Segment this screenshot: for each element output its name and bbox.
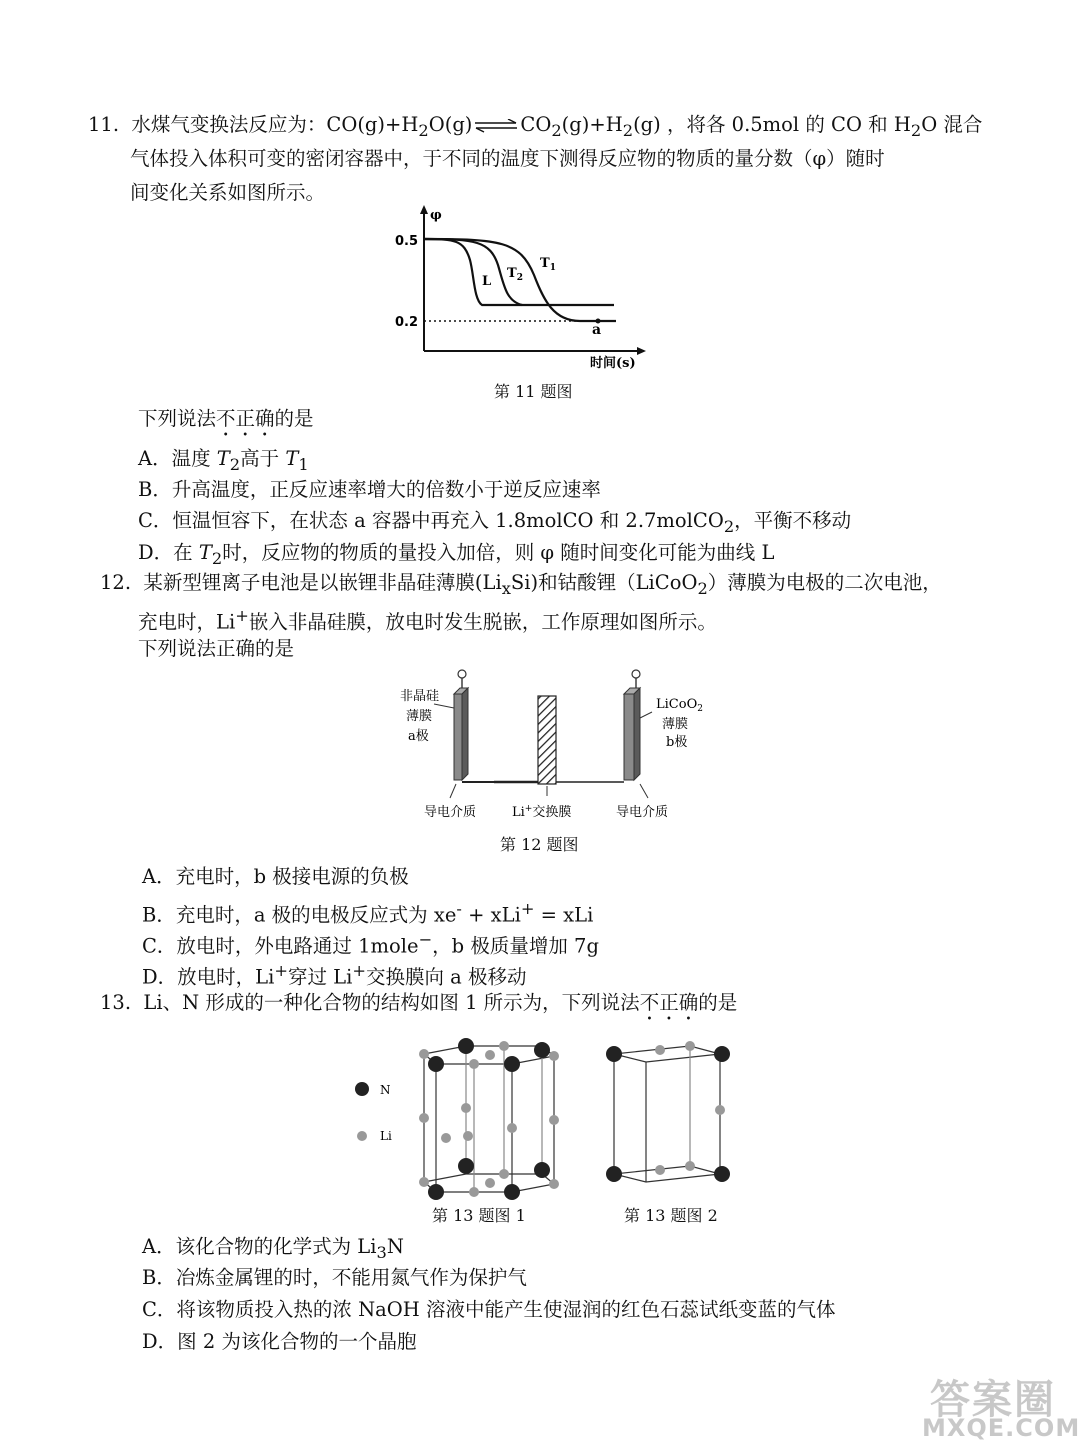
q13-line-1: 13. Li、N 形成的一种化合物的结构如图 1 所示为，下列说法不正确的是	[100, 991, 738, 1014]
terminal-b-icon	[632, 670, 640, 678]
svg-text:Li+交换膜: Li+交换膜	[512, 804, 572, 820]
legend-N-atom-icon	[355, 1082, 369, 1096]
watermark-logo: 答案圈	[930, 1377, 1056, 1423]
svg-text:薄膜: 薄膜	[662, 717, 689, 732]
q11-graph	[390, 205, 670, 375]
q13-option-d: D．图 2 为该化合物的一个晶胞	[142, 1330, 417, 1353]
q13-caption-2: 第 13 题图 2	[624, 1206, 718, 1225]
q12-option-a: A．充电时，b 极接电源的负极	[142, 865, 409, 888]
li-exchange-membrane	[538, 696, 556, 784]
tick-label-0.2: 0.2	[395, 315, 419, 330]
figure-1-atoms	[419, 1038, 559, 1200]
q11-option-a: A．温度 $T_2$高于 $T_1$	[138, 447, 309, 474]
q13-option-c: C．将该物质投入热的浓 NaOH 溶液中能产生使湿润的红色石蕊试纸变蓝的气体	[142, 1298, 836, 1321]
emphasis-not-correct: 不正确	[639, 991, 699, 1014]
q11-caption: 第 11 题图	[494, 382, 573, 401]
emphasis-not-correct: 不正确	[216, 407, 275, 430]
q12-option-b: B．充电时，a 极的电极反应式为 xe- + xLi+ = xLi	[142, 899, 594, 927]
curve-T2-label: $T_2$	[507, 266, 523, 283]
watermark-url: MXQE.COM	[922, 1414, 1080, 1442]
x-axis-label: 时间(s)	[590, 356, 636, 371]
equilibrium-arrow-icon	[474, 119, 518, 133]
svg-text:薄膜: 薄膜	[406, 709, 433, 724]
question-number: 12.	[100, 571, 132, 594]
q11-option-b: B．升高温度，正反应速率增大的倍数小于逆反应速率	[138, 478, 601, 501]
q11-line-3: 间变化关系如图所示。	[130, 181, 326, 204]
svg-text:非晶硅: 非晶硅	[400, 689, 440, 704]
tick-label-0.5: 0.5	[395, 234, 419, 249]
svg-text:N: N	[380, 1083, 391, 1097]
figure-2-unit-cell	[614, 1046, 720, 1182]
electrode-a	[454, 694, 462, 780]
svg-text:导电介质: 导电介质	[616, 805, 669, 820]
curve-L-label: L	[482, 274, 492, 289]
q11-prompt: 下列说法不正确的是	[138, 407, 314, 430]
terminal-a-icon	[458, 670, 466, 678]
figure-2-atoms	[606, 1041, 730, 1182]
question-number: 13.	[100, 991, 132, 1014]
q13-option-a: A．该化合物的化学式为 $Li_3N$	[142, 1235, 404, 1262]
svg-text:LiCoO2: LiCoO$_2$	[656, 697, 703, 714]
q12-line-3: 下列说法正确的是	[138, 637, 295, 660]
q12-option-d: D．放电时，Li+穿过 Li+交换膜向 a 极移动	[142, 961, 527, 989]
point-a-label: a	[592, 322, 602, 338]
curve-T1-label: $T_1$	[540, 256, 556, 273]
svg-text:导电介质: 导电介质	[424, 805, 477, 820]
q11-line-1: 11. 水煤气变换法反应为：$CO(g)+H_2O(g)$ $CO_2(g)+H_2(g)$ ，将各 0.5mol 的 CO 和 $H_2O$ 混合	[88, 113, 983, 140]
q12-line-1: 12. 某新型锂离子电池是以嵌锂非晶硅薄膜$(Li_xSi)$和钴酸锂（LiCoO$_2$）薄膜为电极的二次电池，	[100, 571, 942, 598]
q13-option-b: B．冶炼金属锂的时，不能用氮气作为保护气	[142, 1266, 527, 1289]
q12-line-2: 充电时，Li+嵌入非晶硅膜，放电时发生脱嵌，工作原理如图所示。	[138, 606, 717, 634]
q12-option-c: C．放电时，外电路通过 1mole−，b 极质量增加 7g	[142, 930, 599, 958]
y-axis-label: φ	[430, 208, 442, 223]
y-axis-arrow-icon	[420, 205, 428, 214]
electrode-b	[624, 694, 634, 780]
q12-battery-diagram	[390, 668, 710, 828]
svg-text:b极: b极	[666, 735, 688, 750]
svg-text:a极: a极	[408, 729, 429, 744]
legend-Li-atom-icon	[357, 1131, 367, 1141]
svg-text:Li: Li	[380, 1129, 392, 1143]
q11-line-2: 气体投入体积可变的密闭容器中，于不同的温度下测得反应物的物质的量分数（φ）随时	[130, 147, 885, 170]
q11-option-d: D．在 $T_2$时，反应物的物质的量投入加倍，则 φ 随时间变化可能为曲线 L	[138, 541, 775, 568]
q13-caption-1: 第 13 题图 1	[432, 1206, 526, 1225]
q11-option-c: C．恒温恒容下，在状态 a 容器中再充入 1.8molCO 和 2.7molCO$_2$，平衡不移动	[138, 509, 852, 536]
q12-caption: 第 12 题图	[500, 835, 579, 854]
question-number: 11.	[88, 113, 120, 136]
x-axis-arrow-icon	[637, 347, 646, 355]
curve-L	[424, 239, 614, 305]
q13-crystal-figures	[350, 1032, 770, 1202]
